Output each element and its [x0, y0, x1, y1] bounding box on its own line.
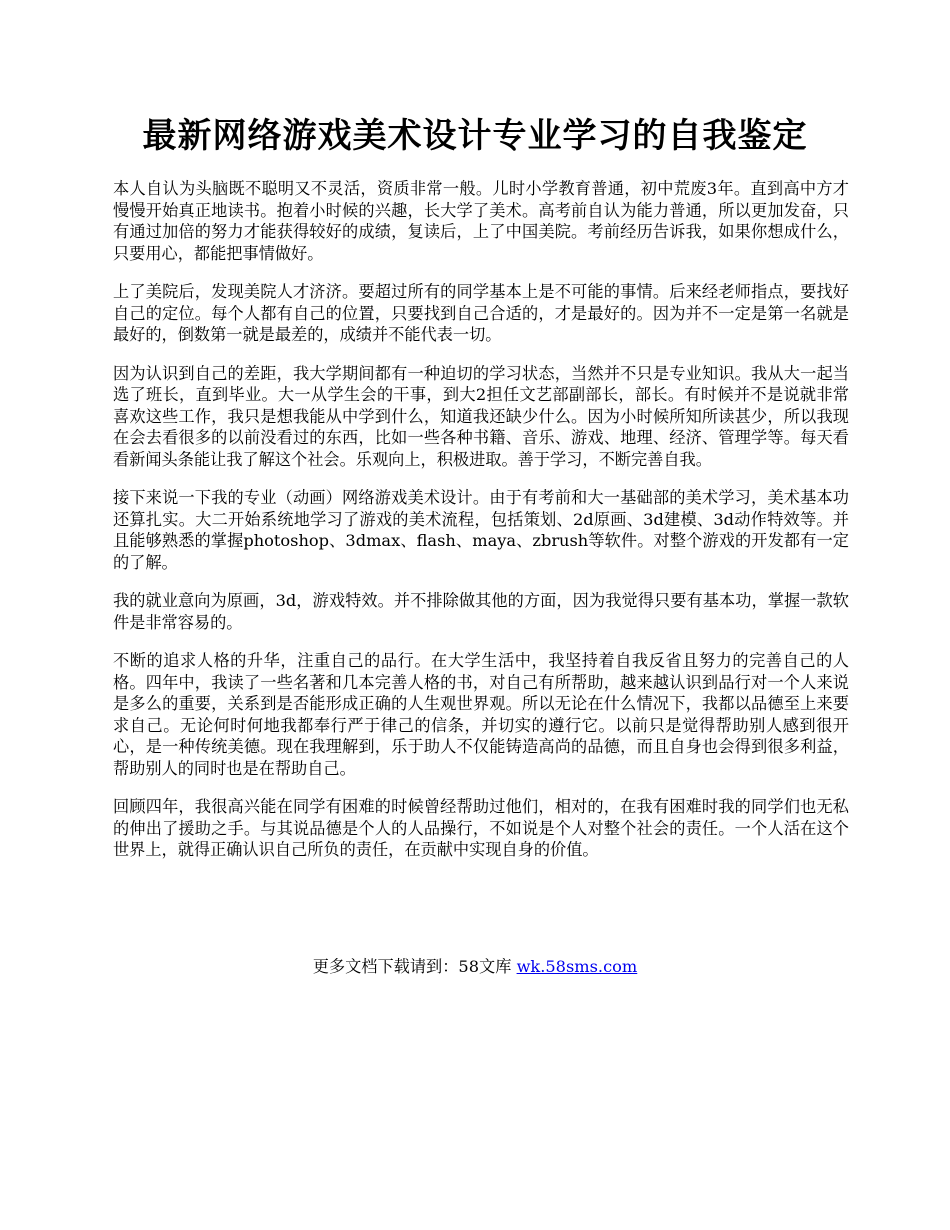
footer [0, 956, 950, 978]
paragraph-4: 接下来说一下我的专业（动画）网络游戏美术设计。由于有考前和大一基础部的美术学习，美术基本功还算扎实。大二开始系统地学习了游戏的美术流程，包括策划、2d原画、3d建模、3d动作特效等。并且能够熟悉的掌握photoshop、3dmax、flash、maya、zbrush等软件。对整个游戏的开发都有一定的了解。 [113, 488, 849, 572]
footer-text: 更多文档下载请到：58文库 [312, 957, 517, 976]
paragraph-7: 回顾四年，我很高兴能在同学有困难的时候曾经帮助过他们，相对的，在我有困难时我的同学们也无私的伸出了援助之手。与其说品德是个人的人品操行，不如说是个人对整个社会的责任。一个人活在这个世界上，就得正确认识自己所负的责任，在贡献中实现自身的价值。 [113, 797, 849, 859]
document-body [113, 178, 849, 878]
document-title: 最新网络游戏美术设计专业学习的自我鉴定 [142, 116, 808, 156]
paragraph-3: 因为认识到自己的差距，我大学期间都有一种迫切的学习状态，当然并不只是专业知识。我从大一起当选了班长，直到毕业。大一从学生会的干事，到大2担任文艺部副部长，部长。有时候并不是说就非常喜欢这些工作，我只是想我能从中学到什么，知道我还缺少什么。因为小时候所知所读甚少，所以我现在会去看很多的以前没看过的东西，比如一些各种书籍、音乐、游戏、地理、经济、管理学等。每天看看新闻头条能让我了解这个社会。乐观向上，积极进取。善于学习，不断完善自我。 [113, 363, 849, 469]
paragraph-1: 本人自认为头脑既不聪明又不灵活，资质非常一般。儿时小学教育普通，初中荒废3年。直到高中方才慢慢开始真正地读书。抱着小时候的兴趣，长大学了美术。高考前自认为能力普通，所以更加发奋，只有通过加倍的努力才能获得较好的成绩，复读后，上了中国美院。考前经历告诉我，如果你想成什么，只要用心，都能把事情做好。 [113, 179, 849, 263]
paragraph-5: 我的就业意向为原画，3d，游戏特效。并不排除做其他的方面，因为我觉得只要有基本功，掌握一款软件是非常容易的。 [113, 591, 849, 632]
paragraph-2: 上了美院后，发现美院人才济济。要超过所有的同学基本上是不可能的事情。后来经老师指点，要找好自己的定位。每个人都有自己的位置，只要找到自己合适的，才是最好的。因为并不一定是第一名就是最好的，倒数第一就是最差的，成绩并不能代表一切。 [113, 282, 849, 344]
paragraph-6: 不断的追求人格的升华，注重自己的品行。在大学生活中，我坚持着自我反省且努力的完善自己的人格。四年中，我读了一些名著和几本完善人格的书，对自己有所帮助，越来越认识到品行对一个人来说是多么的重要，关系到是否能形成正确的人生观世界观。所以无论在什么情况下，我都以品德至上来要求自己。无论何时何地我都奉行严于律己的信条，并切实的遵行它。以前只是觉得帮助别人感到很开心，是一种传统美德。现在我理解到，乐于助人不仅能铸造高尚的品德，而且自身也会得到很多利益，帮助别人的同时也是在帮助自己。 [113, 651, 849, 778]
footer-link[interactable]: wk.58sms.com [516, 957, 638, 976]
